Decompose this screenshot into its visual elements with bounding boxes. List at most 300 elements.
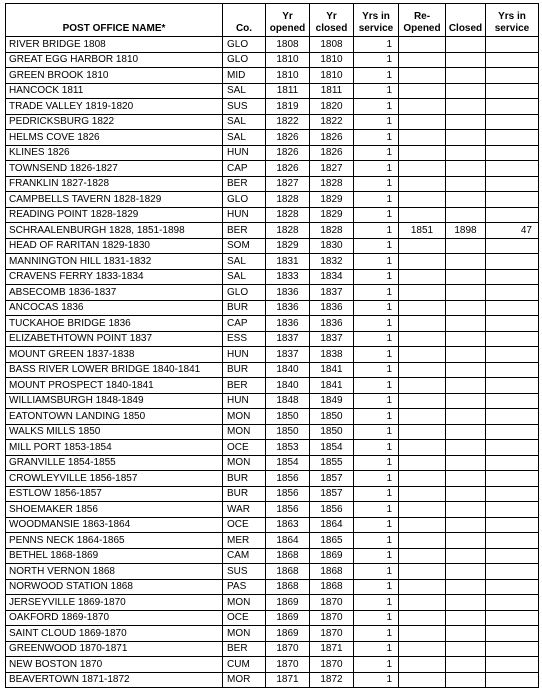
cell-year-closed: 1832	[310, 254, 354, 270]
cell-years-in-service-2	[486, 533, 539, 549]
cell-closed-again	[446, 362, 486, 378]
cell-years-in-service-2	[486, 176, 539, 192]
cell-reopened	[399, 378, 446, 394]
table-row	[6, 176, 539, 192]
cell-years-in-service-2	[486, 424, 539, 440]
cell-closed-again	[446, 486, 486, 502]
cell-reopened	[399, 37, 446, 53]
table-row	[6, 564, 539, 580]
table-row	[6, 347, 539, 363]
cell-year-opened: 1854	[266, 455, 310, 471]
cell-year-opened: 1836	[266, 285, 310, 301]
cell-year-opened: 1811	[266, 83, 310, 99]
cell-closed-again	[446, 393, 486, 409]
cell-closed-again	[446, 517, 486, 533]
cell-closed-again	[446, 672, 486, 688]
cell-years-in-service-2	[486, 37, 539, 53]
cell-reopened	[399, 455, 446, 471]
cell-closed-again	[446, 300, 486, 316]
table-row	[6, 238, 539, 254]
cell-closed-again	[446, 347, 486, 363]
cell-county: ESS	[223, 331, 266, 347]
cell-closed-again	[446, 564, 486, 580]
table-row	[6, 626, 539, 642]
cell-years-in-service-2	[486, 68, 539, 84]
cell-year-opened: 1836	[266, 316, 310, 332]
cell-post-office-name: KLINES 1826	[6, 145, 223, 161]
cell-reopened	[399, 579, 446, 595]
cell-year-opened: 1828	[266, 223, 310, 239]
cell-years-in-service: 1	[354, 130, 399, 146]
cell-year-opened: 1827	[266, 176, 310, 192]
cell-closed-again	[446, 269, 486, 285]
cell-county: BUR	[223, 486, 266, 502]
cell-year-closed: 1849	[310, 393, 354, 409]
cell-reopened	[399, 610, 446, 626]
cell-post-office-name: TOWNSEND 1826-1827	[6, 161, 223, 177]
cell-post-office-name: WILLIAMSBURGH 1848-1849	[6, 393, 223, 409]
cell-closed-again	[446, 424, 486, 440]
table-body	[6, 37, 539, 688]
cell-post-office-name: READING POINT 1828-1829	[6, 207, 223, 223]
cell-year-closed: 1820	[310, 99, 354, 115]
table-row	[6, 657, 539, 673]
cell-reopened	[399, 347, 446, 363]
cell-closed-again	[446, 378, 486, 394]
cell-reopened	[399, 657, 446, 673]
cell-year-opened: 1871	[266, 672, 310, 688]
cell-year-opened: 1868	[266, 548, 310, 564]
cell-closed-again	[446, 316, 486, 332]
cell-year-opened: 1828	[266, 192, 310, 208]
cell-years-in-service-2	[486, 207, 539, 223]
cell-years-in-service: 1	[354, 68, 399, 84]
cell-year-opened: 1808	[266, 37, 310, 53]
cell-closed-again	[446, 331, 486, 347]
header-post-office-name: POST OFFICE NAME*	[6, 4, 223, 37]
cell-reopened	[399, 672, 446, 688]
cell-year-opened: 1856	[266, 471, 310, 487]
cell-post-office-name: SAINT CLOUD 1869-1870	[6, 626, 223, 642]
cell-year-closed: 1870	[310, 610, 354, 626]
table-row	[6, 641, 539, 657]
cell-closed-again	[446, 68, 486, 84]
cell-county: OCE	[223, 517, 266, 533]
cell-post-office-name: GRANVILLE 1854-1855	[6, 455, 223, 471]
cell-county: WAR	[223, 502, 266, 518]
cell-county: BER	[223, 378, 266, 394]
cell-years-in-service: 1	[354, 83, 399, 99]
cell-county: SAL	[223, 269, 266, 285]
cell-years-in-service-2	[486, 378, 539, 394]
cell-years-in-service: 1	[354, 486, 399, 502]
cell-county: SAL	[223, 83, 266, 99]
cell-year-opened: 1870	[266, 641, 310, 657]
cell-year-closed: 1870	[310, 657, 354, 673]
table-row	[6, 533, 539, 549]
table-row	[6, 161, 539, 177]
cell-years-in-service: 1	[354, 114, 399, 130]
cell-reopened	[399, 207, 446, 223]
cell-closed-again	[446, 595, 486, 611]
cell-post-office-name: TUCKAHOE BRIDGE 1836	[6, 316, 223, 332]
cell-county: MON	[223, 455, 266, 471]
cell-reopened	[399, 393, 446, 409]
table-row	[6, 595, 539, 611]
cell-years-in-service: 1	[354, 393, 399, 409]
cell-years-in-service: 1	[354, 517, 399, 533]
cell-county: SAL	[223, 130, 266, 146]
cell-reopened	[399, 564, 446, 580]
cell-closed-again	[446, 99, 486, 115]
cell-county: BER	[223, 641, 266, 657]
cell-years-in-service-2	[486, 393, 539, 409]
table-row	[6, 548, 539, 564]
cell-year-closed: 1870	[310, 626, 354, 642]
cell-year-closed: 1811	[310, 83, 354, 99]
cell-reopened	[399, 254, 446, 270]
cell-post-office-name: JERSEYVILLE 1869-1870	[6, 595, 223, 611]
cell-years-in-service: 1	[354, 610, 399, 626]
cell-closed-again	[446, 192, 486, 208]
cell-post-office-name: RIVER BRIDGE 1808	[6, 37, 223, 53]
table-row	[6, 114, 539, 130]
cell-years-in-service-2	[486, 114, 539, 130]
cell-years-in-service: 1	[354, 331, 399, 347]
cell-post-office-name: HEAD OF RARITAN 1829-1830	[6, 238, 223, 254]
cell-closed-again	[446, 533, 486, 549]
cell-year-closed: 1870	[310, 595, 354, 611]
cell-years-in-service: 1	[354, 362, 399, 378]
cell-reopened	[399, 331, 446, 347]
cell-years-in-service-2	[486, 269, 539, 285]
cell-year-opened: 1826	[266, 161, 310, 177]
cell-post-office-name: HELMS COVE 1826	[6, 130, 223, 146]
cell-year-opened: 1836	[266, 300, 310, 316]
cell-years-in-service-2	[486, 331, 539, 347]
cell-year-closed: 1854	[310, 440, 354, 456]
cell-year-closed: 1850	[310, 409, 354, 425]
cell-post-office-name: PENNS NECK 1864-1865	[6, 533, 223, 549]
cell-closed-again	[446, 409, 486, 425]
cell-years-in-service: 1	[354, 641, 399, 657]
cell-years-in-service: 1	[354, 269, 399, 285]
cell-years-in-service-2	[486, 641, 539, 657]
cell-closed-again	[446, 440, 486, 456]
cell-closed-again	[446, 548, 486, 564]
table-row	[6, 99, 539, 115]
cell-year-closed: 1830	[310, 238, 354, 254]
cell-years-in-service: 1	[354, 424, 399, 440]
cell-county: SUS	[223, 99, 266, 115]
cell-year-opened: 1868	[266, 564, 310, 580]
cell-year-closed: 1810	[310, 52, 354, 68]
cell-years-in-service: 1	[354, 564, 399, 580]
cell-years-in-service-2: 47	[486, 223, 539, 239]
cell-reopened	[399, 83, 446, 99]
cell-closed-again	[446, 626, 486, 642]
cell-years-in-service-2	[486, 83, 539, 99]
cell-reopened	[399, 99, 446, 115]
cell-years-in-service: 1	[354, 52, 399, 68]
cell-county: MID	[223, 68, 266, 84]
cell-year-opened: 1850	[266, 424, 310, 440]
cell-post-office-name: CRAVENS FERRY 1833-1834	[6, 269, 223, 285]
table-row	[6, 285, 539, 301]
cell-county: HUN	[223, 393, 266, 409]
cell-county: HUN	[223, 145, 266, 161]
cell-year-closed: 1808	[310, 37, 354, 53]
cell-years-in-service-2	[486, 161, 539, 177]
table-row	[6, 424, 539, 440]
cell-years-in-service-2	[486, 316, 539, 332]
cell-years-in-service-2	[486, 595, 539, 611]
cell-year-opened: 1831	[266, 254, 310, 270]
cell-years-in-service: 1	[354, 440, 399, 456]
cell-post-office-name: ABSECOMB 1836-1837	[6, 285, 223, 301]
cell-county: MER	[223, 533, 266, 549]
cell-reopened	[399, 285, 446, 301]
cell-reopened	[399, 130, 446, 146]
cell-county: OCE	[223, 610, 266, 626]
table-row	[6, 207, 539, 223]
cell-post-office-name: CAMPBELLS TAVERN 1828-1829	[6, 192, 223, 208]
cell-year-opened: 1822	[266, 114, 310, 130]
cell-post-office-name: MILL PORT 1853-1854	[6, 440, 223, 456]
cell-year-closed: 1826	[310, 145, 354, 161]
cell-reopened	[399, 502, 446, 518]
table-row	[6, 300, 539, 316]
cell-years-in-service-2	[486, 285, 539, 301]
cell-years-in-service: 1	[354, 176, 399, 192]
cell-year-closed: 1865	[310, 533, 354, 549]
cell-closed-again	[446, 238, 486, 254]
cell-closed-again	[446, 471, 486, 487]
cell-year-opened: 1828	[266, 207, 310, 223]
cell-year-closed: 1837	[310, 285, 354, 301]
cell-years-in-service: 1	[354, 595, 399, 611]
table-row	[6, 517, 539, 533]
table-row	[6, 610, 539, 626]
cell-year-opened: 1853	[266, 440, 310, 456]
cell-year-closed: 1868	[310, 564, 354, 580]
table-row	[6, 269, 539, 285]
cell-year-opened: 1840	[266, 378, 310, 394]
cell-years-in-service-2	[486, 130, 539, 146]
table-row	[6, 409, 539, 425]
cell-year-closed: 1868	[310, 579, 354, 595]
cell-year-opened: 1819	[266, 99, 310, 115]
cell-reopened	[399, 114, 446, 130]
cell-years-in-service-2	[486, 471, 539, 487]
cell-county: SAL	[223, 114, 266, 130]
cell-year-closed: 1836	[310, 316, 354, 332]
cell-post-office-name: MOUNT GREEN 1837-1838	[6, 347, 223, 363]
cell-years-in-service: 1	[354, 672, 399, 688]
cell-years-in-service-2	[486, 455, 539, 471]
cell-county: BER	[223, 223, 266, 239]
table-row	[6, 486, 539, 502]
cell-reopened	[399, 486, 446, 502]
post-office-sheet	[5, 3, 539, 688]
cell-reopened	[399, 548, 446, 564]
cell-years-in-service: 1	[354, 254, 399, 270]
cell-closed-again	[446, 52, 486, 68]
cell-years-in-service: 1	[354, 455, 399, 471]
cell-years-in-service-2	[486, 502, 539, 518]
cell-closed-again	[446, 130, 486, 146]
cell-year-opened: 1869	[266, 610, 310, 626]
cell-post-office-name: GREAT EGG HARBOR 1810	[6, 52, 223, 68]
cell-year-opened: 1868	[266, 579, 310, 595]
cell-closed-again	[446, 207, 486, 223]
cell-years-in-service: 1	[354, 238, 399, 254]
cell-closed-again	[446, 502, 486, 518]
cell-year-opened: 1833	[266, 269, 310, 285]
cell-year-closed: 1872	[310, 672, 354, 688]
cell-years-in-service-2	[486, 52, 539, 68]
cell-years-in-service: 1	[354, 37, 399, 53]
cell-years-in-service-2	[486, 672, 539, 688]
cell-years-in-service: 1	[354, 378, 399, 394]
cell-county: MON	[223, 626, 266, 642]
cell-closed-again	[446, 657, 486, 673]
cell-year-closed: 1829	[310, 207, 354, 223]
cell-year-closed: 1857	[310, 486, 354, 502]
cell-year-closed: 1869	[310, 548, 354, 564]
table-row	[6, 37, 539, 53]
cell-reopened	[399, 409, 446, 425]
cell-closed-again	[446, 37, 486, 53]
cell-post-office-name: GREEN BROOK 1810	[6, 68, 223, 84]
cell-county: CAP	[223, 161, 266, 177]
header-year-opened: Yr opened	[266, 4, 310, 37]
cell-county: SAL	[223, 254, 266, 270]
table-row	[6, 579, 539, 595]
cell-reopened	[399, 68, 446, 84]
cell-reopened	[399, 316, 446, 332]
cell-years-in-service: 1	[354, 145, 399, 161]
cell-year-closed: 1810	[310, 68, 354, 84]
cell-year-closed: 1829	[310, 192, 354, 208]
table-row	[6, 440, 539, 456]
cell-post-office-name: HANCOCK 1811	[6, 83, 223, 99]
cell-post-office-name: NORWOOD STATION 1868	[6, 579, 223, 595]
cell-year-opened: 1870	[266, 657, 310, 673]
cell-year-closed: 1841	[310, 362, 354, 378]
cell-post-office-name: BETHEL 1868-1869	[6, 548, 223, 564]
cell-year-closed: 1826	[310, 130, 354, 146]
cell-post-office-name: SCHRAALENBURGH 1828, 1851-1898	[6, 223, 223, 239]
cell-year-opened: 1856	[266, 486, 310, 502]
cell-reopened	[399, 471, 446, 487]
cell-years-in-service: 1	[354, 99, 399, 115]
cell-post-office-name: ESTLOW 1856-1857	[6, 486, 223, 502]
cell-years-in-service: 1	[354, 223, 399, 239]
cell-closed-again	[446, 83, 486, 99]
cell-county: MON	[223, 409, 266, 425]
cell-year-closed: 1836	[310, 300, 354, 316]
cell-closed-again	[446, 455, 486, 471]
cell-years-in-service: 1	[354, 192, 399, 208]
cell-reopened	[399, 440, 446, 456]
cell-years-in-service-2	[486, 99, 539, 115]
cell-post-office-name: WOODMANSIE 1863-1864	[6, 517, 223, 533]
cell-post-office-name: BASS RIVER LOWER BRIDGE 1840-1841	[6, 362, 223, 378]
table-row	[6, 502, 539, 518]
cell-year-opened: 1826	[266, 145, 310, 161]
cell-years-in-service: 1	[354, 347, 399, 363]
cell-years-in-service: 1	[354, 548, 399, 564]
cell-reopened	[399, 641, 446, 657]
cell-years-in-service: 1	[354, 207, 399, 223]
cell-year-opened: 1829	[266, 238, 310, 254]
cell-post-office-name: EATONTOWN LANDING 1850	[6, 409, 223, 425]
table-row	[6, 130, 539, 146]
cell-years-in-service: 1	[354, 161, 399, 177]
cell-year-closed: 1822	[310, 114, 354, 130]
table-row	[6, 672, 539, 688]
header-county: Co.	[223, 4, 266, 37]
header-years-in-service: Yrs in service	[354, 4, 399, 37]
cell-year-opened: 1850	[266, 409, 310, 425]
table-row	[6, 316, 539, 332]
header-year-closed: Yr closed	[310, 4, 354, 37]
cell-reopened	[399, 533, 446, 549]
cell-reopened	[399, 300, 446, 316]
cell-years-in-service-2	[486, 362, 539, 378]
cell-year-closed: 1828	[310, 223, 354, 239]
cell-year-opened: 1869	[266, 595, 310, 611]
cell-county: GLO	[223, 52, 266, 68]
cell-years-in-service: 1	[354, 533, 399, 549]
table-row	[6, 455, 539, 471]
cell-county: CUM	[223, 657, 266, 673]
cell-year-opened: 1840	[266, 362, 310, 378]
cell-reopened	[399, 145, 446, 161]
cell-county: HUN	[223, 347, 266, 363]
cell-county: OCE	[223, 440, 266, 456]
cell-years-in-service-2	[486, 657, 539, 673]
cell-county: BUR	[223, 300, 266, 316]
cell-years-in-service-2	[486, 145, 539, 161]
cell-years-in-service-2	[486, 486, 539, 502]
cell-year-closed: 1828	[310, 176, 354, 192]
cell-post-office-name: GREENWOOD 1870-1871	[6, 641, 223, 657]
cell-county: SUS	[223, 564, 266, 580]
cell-closed-again	[446, 641, 486, 657]
cell-years-in-service: 1	[354, 502, 399, 518]
cell-closed-again	[446, 114, 486, 130]
cell-reopened	[399, 362, 446, 378]
table-row	[6, 362, 539, 378]
table-row	[6, 83, 539, 99]
cell-years-in-service: 1	[354, 285, 399, 301]
table-row	[6, 223, 539, 239]
cell-reopened	[399, 626, 446, 642]
cell-post-office-name: PEDRICKSBURG 1822	[6, 114, 223, 130]
table-row	[6, 331, 539, 347]
cell-county: PAS	[223, 579, 266, 595]
cell-county: MOR	[223, 672, 266, 688]
cell-year-closed: 1850	[310, 424, 354, 440]
cell-county: BER	[223, 176, 266, 192]
cell-years-in-service-2	[486, 440, 539, 456]
cell-year-opened: 1864	[266, 533, 310, 549]
cell-year-closed: 1864	[310, 517, 354, 533]
cell-reopened	[399, 161, 446, 177]
cell-years-in-service: 1	[354, 657, 399, 673]
